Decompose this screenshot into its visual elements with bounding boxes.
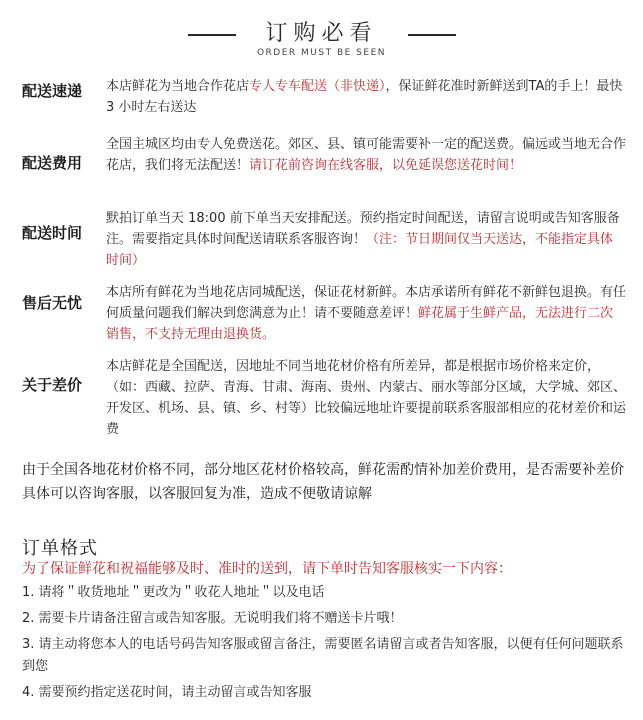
list-item: 1. 请将＂收货地址＂更改为＂收花人地址＂以及电话: [22, 585, 325, 600]
section-body: [106, 76, 626, 118]
section-highlight: 请订花前咨询在线客服，以免延误您送花时间！: [249, 158, 523, 173]
section-body: [106, 282, 626, 345]
section-body: [106, 356, 626, 440]
section-body: [106, 134, 626, 176]
section-body: [106, 208, 626, 271]
section-label: 配送费用: [22, 154, 83, 172]
section-highlight: （注：节日期间仅当天送达，不能指定具体时间）: [106, 232, 614, 268]
notice-header: [0, 10, 643, 70]
section-text: 本店鲜花为当地合作花店: [106, 79, 250, 94]
section-highlight: 专人专车配送（非快递）: [249, 79, 386, 94]
section-label: 关于差价: [22, 376, 83, 394]
section-label: 售后无忧: [22, 294, 83, 312]
page-subtitle: ORDER MUST BE SEEN: [256, 48, 387, 58]
section-text: 本店鲜花是全国配送，因地址不同当地花材价格有所差异，都是根据市场价格来定价，（如：西藏、拉萨、青海、甘肃、海南、贵州、内蒙古、丽水等部分区域，大学城、郊区、开发区、机场、县、镇、乡、村等）比较偏远地址许要提前联系客服部相应的花材差价和运费: [106, 359, 627, 437]
section-label: 配送时间: [22, 224, 83, 242]
order-format-list: [22, 582, 632, 708]
section-label: 配送速递: [22, 82, 83, 100]
header-rule-right: [408, 34, 456, 36]
section-text: 本店所有鲜花为当地花店同城配送，保证花材新鲜。本店承诺所有鲜花不新鲜包退换。有任何质量问题我们解决到您满意为止！请不要随意差评！: [106, 285, 627, 321]
order-format-title: 订单格式: [22, 538, 98, 559]
price-note: 由于全国各地花材价格不同，部分地区花材价格较高，鲜花需酌情补加差价费用，是否需要补差价具体可以咨询客服，以客服回复为准，造成不便敬请谅解: [22, 462, 624, 502]
section-highlight: 鲜花属于生鲜产品，无法进行二次销售，不支持无理由退换货。: [106, 306, 614, 342]
section-text: 默拍订单当天 18:00 前下单当天安排配送。预约指定时间配送，请留言说明或告知客服备注。需要指定具体时间配送请联系客服咨询！: [106, 211, 620, 247]
list-item: 4. 需要预约指定送花时间，请主动留言或告知客服: [22, 685, 312, 700]
section-text: 全国主城区均由专人免费送花。郊区、县、镇可能需要补一定的配送费。偏远或当地无合作花店，我们将无法配送！: [106, 137, 627, 173]
list-item: 2. 需要卡片请备注留言或告知客服。无说明我们将不赠送卡片哦！: [22, 611, 403, 626]
order-format-subtitle: 为了保证鲜花和祝福能够及时、准时的送到，请下单时告知客服核实一下内容：: [22, 561, 512, 577]
list-item: 3. 请主动将您本人的电话号码告知客服或留言备注，需要匿名请留言或者告知客服，以便有任何问题联系到您: [22, 637, 624, 674]
page-title: 订购必看: [265, 21, 378, 46]
section-text-after: ，保证鲜花准时新鲜送到TA的手上！最快 3 小时左右送达: [106, 79, 623, 115]
